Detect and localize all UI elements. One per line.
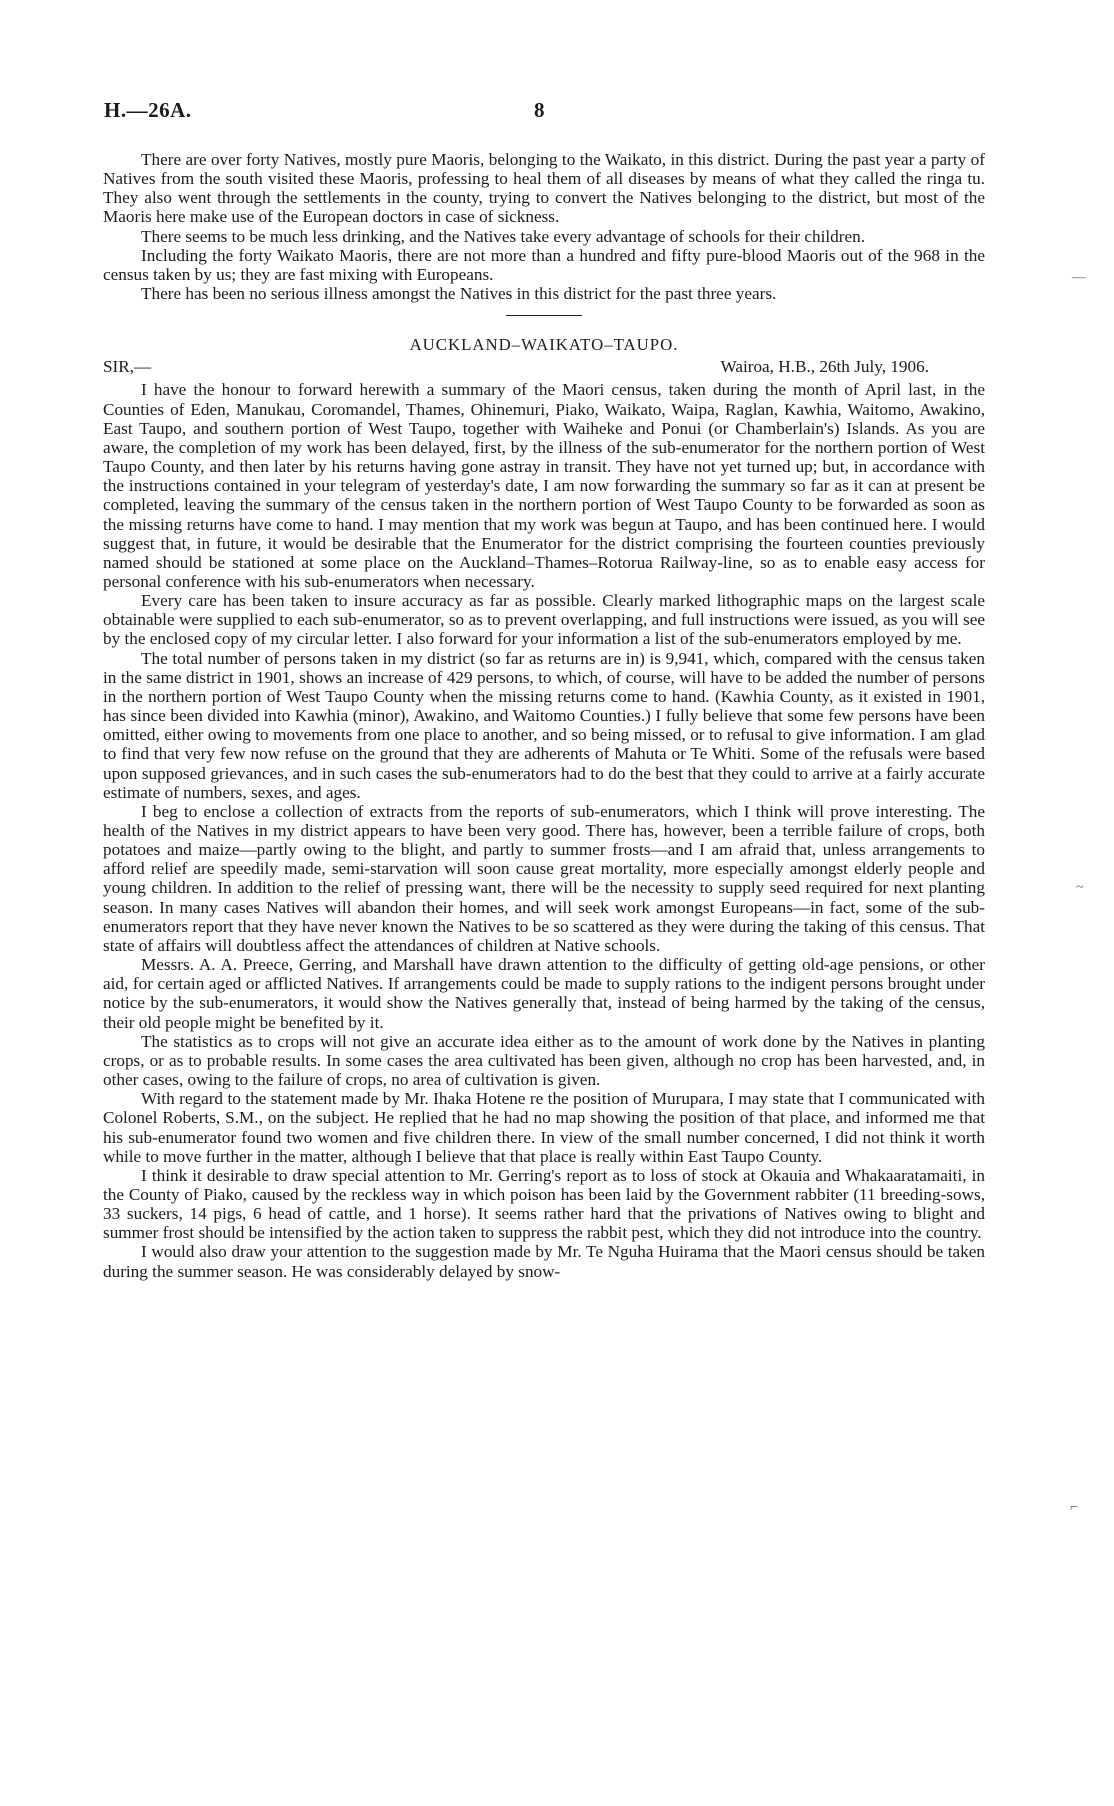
- document-code: H.—26A.: [104, 98, 192, 122]
- section-divider: [506, 315, 582, 316]
- margin-mark: ~: [1076, 880, 1084, 895]
- dateline: Wairoa, H.B., 26th July, 1906.: [720, 357, 929, 377]
- paragraph: I would also draw your attention to the suggestion made by Mr. Te Nguha Huirama that the Maori census should be taken during the summer season. He was considerably delayed by snow-: [103, 1242, 985, 1281]
- paragraph: I beg to enclose a collection of extracts from the reports of sub-enumerators, which I think will prove interesting. The health of the Natives in my district appears to have been very good. There has, however, been a terrible failure of crops, both potatoes and maize—partly owing to the blight, and partly to summer frosts—and I am afraid that, unless arrangements to afford relief are speedily made, semi-starvation will soon cause great mortality, more especially amongst elderly people and young children. In addition to the relief of pressing want, there will be the necessity to supply seed required for next planting season. In many cases Natives will abandon their homes, and will seek work amongst Europeans—in fact, some of the sub-enumerators report that they have never known the Natives to be so scattered as they were during the taking of this census. That state of affairs will doubtless affect the attendances of children at Native schools.: [103, 801, 985, 955]
- salutation: SIR,—: [103, 357, 152, 377]
- body-text: [103, 150, 985, 1281]
- paragraph: The total number of persons taken in my district (so far as returns are in) is 9,941, which, compared with the census taken in the same district in 1901, shows an increase of 429 persons, to which, of course, will have to be added the number of persons in the northern portion of West Taupo County when the missing returns come to hand. (Kawhia County, as it existed in 1901, has since been divided into Kawhia (minor), Awakino, and Waitomo Counties.) I fully believe that some few persons have been omitted, either owing to movements from one place to another, and so being missed, or to refusal to give information. I am glad to find that very few now refuse on the ground that they are adherents of Mahuta or Te Whiti. Some of the refusals were based upon supposed grievances, and in such cases the sub-enumerators had to do the best that they could to arrive at a fairly accurate estimate of numbers, sexes, and ages.: [103, 648, 985, 802]
- page-number: 8: [534, 98, 545, 122]
- salutation-line: [103, 357, 985, 377]
- margin-mark: ⌐: [1070, 1500, 1078, 1515]
- page-header: [104, 98, 984, 128]
- paragraph: Messrs. A. A. Preece, Gerring, and Marshall have drawn attention to the difficulty of getting old-age pensions, or other aid, for certain aged or afflicted Natives. If arrangements could be made to supply rations to the indigent persons brought under notice by the sub-enumerators, it would show the Natives generally that, instead of being harmed by the taking of the census, their old people might be benefited by it.: [103, 955, 985, 1032]
- paragraph: I think it desirable to draw special attention to Mr. Gerring's report as to loss of stock at Okauia and Whakaaratamaiti, in the County of Piako, caused by the reckless way in which poison has been laid by the Government rabbiter (11 breeding-sows, 33 suckers, 14 pigs, 6 head of cattle, and 1 horse). It seems rather hard that the privations of Natives owing to blight and summer frost should be intensified by the action taken to suppress the rabbit pest, which they did not introduce into the country.: [103, 1165, 985, 1243]
- paragraph: There seems to be much less drinking, and the Natives take every advantage of schools for their children.: [141, 226, 866, 246]
- paragraph: Every care has been taken to insure accuracy as far as possible. Clearly marked lithographic maps on the largest scale obtainable were supplied to each sub-enumerator, so as to prevent overlapping, and full instructions were issued, as you will see by the enclosed copy of my circular letter. I also forward for your information a list of the sub-enumerators employed by me.: [103, 591, 985, 649]
- paragraph: The statistics as to crops will not give an accurate idea either as to the amount of work done by the Natives in planting crops, or as to probable results. In some cases the area cultivated has been given, although no crop has been harvested, and, in other cases, owing to the failure of crops, no area of cultivation is given.: [103, 1031, 985, 1090]
- section-title: AUCKLAND–WAIKATO–TAUPO.: [409, 335, 679, 355]
- margin-mark: —: [1072, 270, 1086, 285]
- paragraph: With regard to the statement made by Mr. Ihaka Hotene re the position of Murupara, I may state that I communicated with Colonel Roberts, S.M., on the subject. He replied that he had no map showing the position of that place, and informed me that his sub-enumerator found two women and five children there. In view of the small number concerned, I did not think it worth while to move further in the matter, although I believe that that place is really within East Taupo County.: [103, 1089, 985, 1166]
- paragraph: I have the honour to forward herewith a summary of the Maori census, taken during the month of April last, in the Counties of Eden, Manukau, Coromandel, Thames, Ohinemuri, Piako, Waikato, Waipa, Raglan, Kawhia, Waitomo, Awakino, East Taupo, and southern portion of West Taupo, together with Waiheke and Ponui (or Chamberlain's) Islands. As you are aware, the completion of my work has been delayed, first, by the illness of the sub-enumerator for the northern portion of West Taupo County, and then later by his returns having gone astray in transit. They have not yet turned up; but, in accordance with the instructions contained in your telegram of yesterday's date, I am now forwarding the summary so far as it can at present be completed, leaving the summary of the census taken in the northern portion of West Taupo County to be forwarded as soon as the missing returns have come to hand. I may mention that my work was begun at Taupo, and has been continued here. I would suggest that, in future, it would be desirable that the Enumerator for the district comprising the fourteen counties previously named should be stationed at some place on the Auckland–Thames–Rotorua Railway-line, so as to enable easy access for personal conference with his sub-enumerators when necessary.: [103, 380, 985, 591]
- paragraph: There has been no serious illness amongst the Natives in this district for the past three years.: [141, 284, 777, 304]
- paragraph: There are over forty Natives, mostly pure Maoris, belonging to the Waikato, in this district. During the past year a party of Natives from the south visited these Maoris, professing to heal them of all diseases by means of what they called the ringa tu. They also went through the settlements in the county, trying to convert the Natives belonging to the district, but most of the Maoris here make use of the European doctors in case of sickness.: [103, 150, 985, 227]
- paragraph: Including the forty Waikato Maoris, there are not more than a hundred and fifty pure-blood Maoris out of the 968 in the census taken by us; they are fast mixing with Europeans.: [103, 245, 985, 284]
